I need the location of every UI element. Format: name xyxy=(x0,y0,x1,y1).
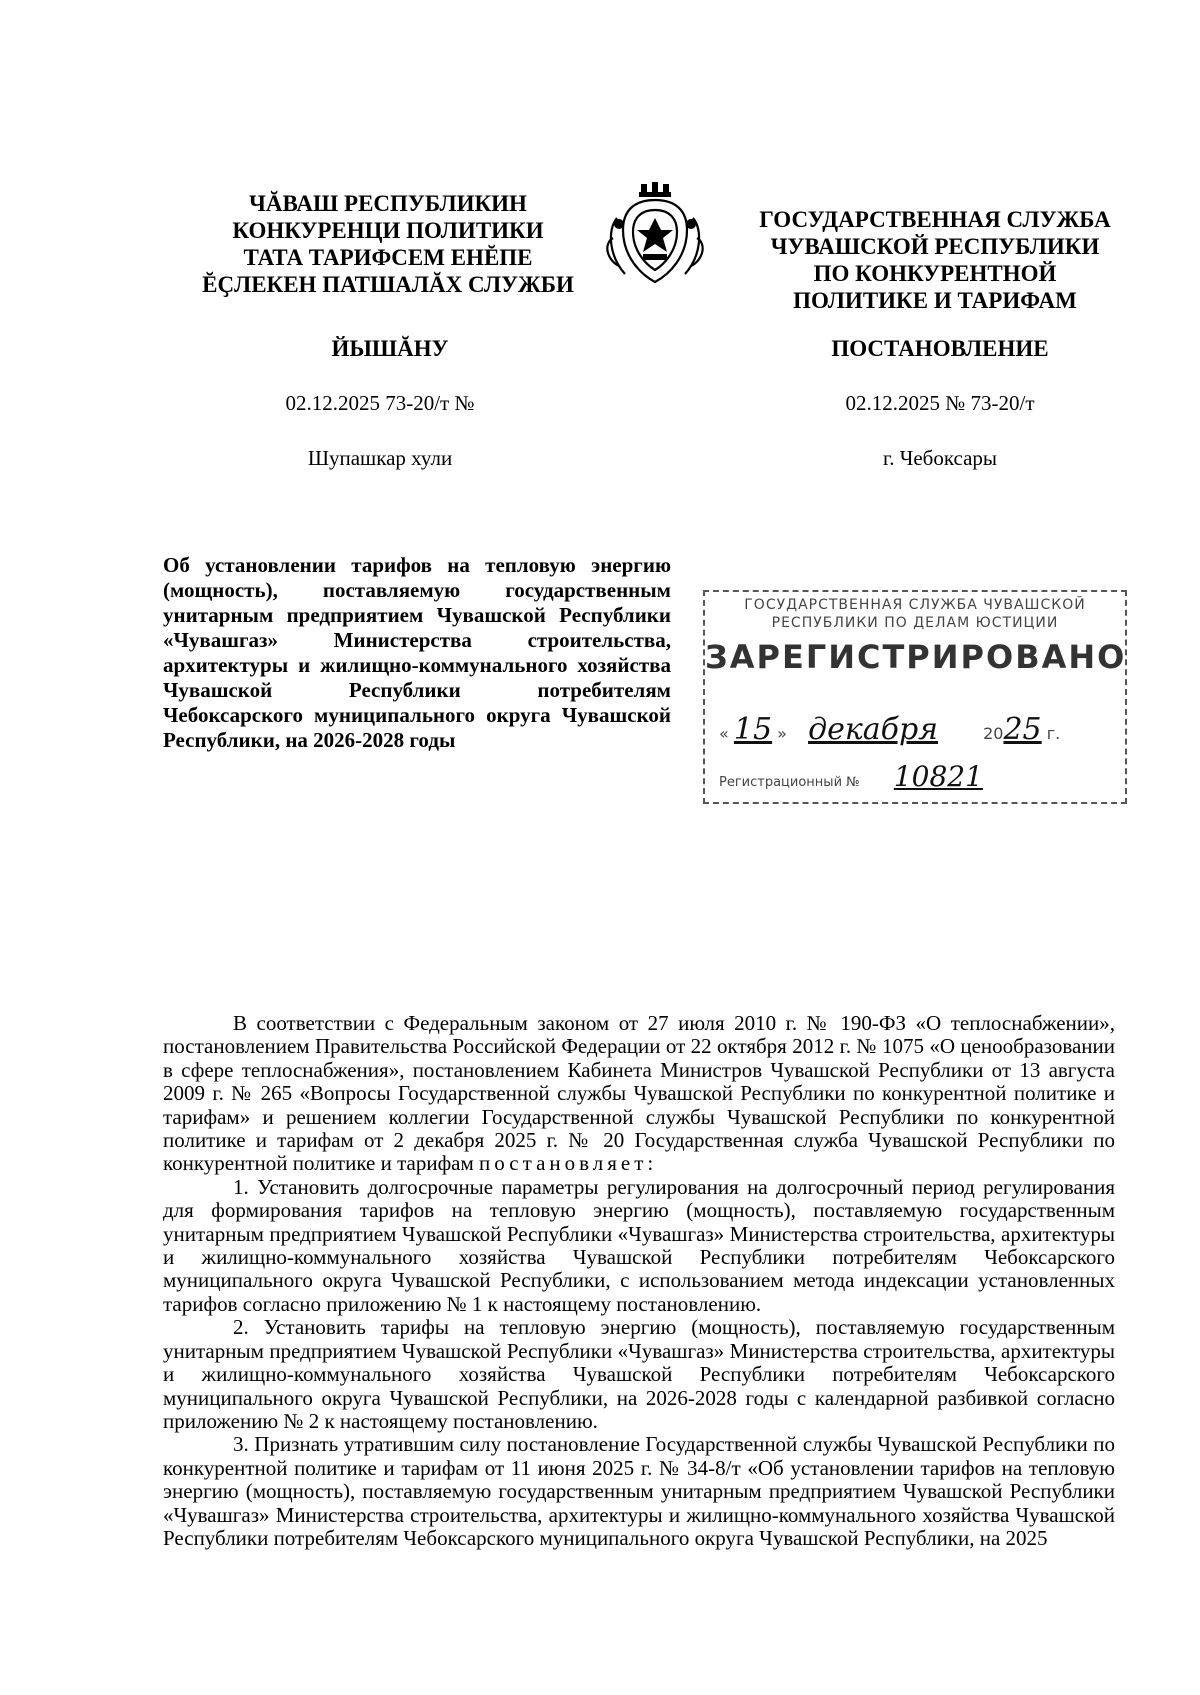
body-item-1: 1. Установить долгосрочные параметры регулирования на долгосрочный период регулирования для формирования тарифов на тепловую энергию (мощность), поставляемую государственным унитарным предприятием Чувашской Республики «Чувашгаз» Министерства строительства, архитектуры и жилищно-коммунального хозяйства Чувашской Республики потребителям Чебоксарского муниципального округа Чувашской Республики, с использованием метода индексации установленных тарифов согласно приложению № 1 к настоящему постановлению. xyxy=(163,1174,1115,1316)
doc-city-left: Шупашкар хули xyxy=(307,446,453,470)
stamp-year-prefix: 20 xyxy=(983,724,1004,743)
registration-stamp xyxy=(703,590,1127,804)
doc-city-right: г. Чебоксары xyxy=(882,446,998,470)
body-item-3: 3. Признать утратившим силу постановление Государственной службы Чувашской Республики по конкурентной политике и тарифам от 11 июня 2025 г. № 34-8/т «Об установлении тарифов на тепловую энергию (мощность), поставляемую государственным унитарным предприятием Чувашской Республики «Чувашгаз» Министерства строительства, архитектуры и жилищно-коммунального хозяйства Чувашской Республики потребителям Чебоксарского муниципального округа Чувашской Республики, на 2025 xyxy=(163,1432,1115,1550)
chuvash-coat-of-arms-icon xyxy=(595,178,715,298)
stamp-month: декабря xyxy=(808,712,939,747)
stamp-day: 15 xyxy=(733,712,773,747)
stamp-date xyxy=(719,712,1119,747)
body-intro-text: В соответствии с Федеральным законом от 27 июля 2010 г. № 190-ФЗ «О теплоснабжении», постановлением Правительства Российской Федерации от 22 октября 2012 г. № 1075 «О ценообразовании в сфере теплоснабжения», постановлением Кабинета Министров Чувашской Республики от 13 августа 2009 г. № 265 «Вопросы Государственной службы Чувашской Республики по конкурентной политике и тарифам» и решением коллегии Государственной службы Чувашской Республики по конкурентной политике и тарифам от 2 декабря 2025 г. № 20 Государственная служба Чувашской Республики по конкурентной политике и тарифам xyxy=(163,1011,1115,1176)
header-left-line: ĔҪЛЕКЕН ПАТШАЛĂХ СЛУЖБИ xyxy=(202,272,574,297)
body-intro xyxy=(163,1012,1115,1176)
header-left-org xyxy=(178,190,598,298)
stamp-org xyxy=(705,596,1125,632)
stamp-org-line: ГОСУДАРСТВЕННАЯ СЛУЖБА ЧУВАШСКОЙ xyxy=(744,597,1086,613)
stamp-org-line: РЕСПУБЛИКИ ПО ДЕЛАМ ЮСТИЦИИ xyxy=(771,615,1059,631)
stamp-reg-line xyxy=(719,760,1119,793)
header-right-line: ПОЛИТИКЕ И ТАРИФАМ xyxy=(793,288,1077,313)
stamp-status: ЗАРЕГИСТРИРОВАНО xyxy=(705,638,1127,676)
stamp-year-suffix: 25 xyxy=(1003,712,1042,747)
doc-number-left: 02.12.2025 73-20/т № xyxy=(285,391,475,415)
stamp-quote-close: » xyxy=(777,724,787,743)
document-title: Об установлении тарифов на тепловую энергию (мощность), поставляемую государственным унитарным предприятием Чувашской Республики «Чувашгаз» Министерства строительства, архитектуры и жилищно-коммунального хозяйства Чувашской Республики потребителям Чебоксарского муниципального округа Чувашской Республики, на 2026-2028 годы xyxy=(163,553,671,752)
doc-number-right: 02.12.2025 № 73-20/т xyxy=(845,391,1035,415)
header-right-line: ЧУВАШСКОЙ РЕСПУБЛИКИ xyxy=(770,234,1100,259)
decree-word: постановляет: xyxy=(479,1151,658,1176)
doc-type-right: ПОСТАНОВЛЕНИЕ xyxy=(831,336,1049,361)
header-right-line: ГОСУДАРСТВЕННАЯ СЛУЖБА xyxy=(759,207,1111,232)
header-right-org xyxy=(745,206,1125,314)
document-body xyxy=(163,1012,1115,1550)
doc-type-left: ЙЫШĂНУ xyxy=(331,336,449,361)
stamp-quote-open: « xyxy=(719,724,729,743)
header-left-line: КОНКУРЕНЦИ ПОЛИТИКИ xyxy=(232,218,544,243)
stamp-reg-number: 10821 xyxy=(893,760,983,793)
header-left-line: ЧĂВАШ РЕСПУБЛИКИН xyxy=(249,191,527,216)
body-item-2: 2. Установить тарифы на тепловую энергию (мощность), поставляемую государственным унитарным предприятием Чувашской Республики «Чувашгаз» Министерства строительства, архитектуры и жилищно-коммунального хозяйства Чувашской Республики потребителям Чебоксарского муниципального округа Чувашской Республики, на 2026-2028 годы с календарной разбивкой согласно приложению № 2 к настоящему постановлению. xyxy=(163,1315,1115,1433)
stamp-year-unit: г. xyxy=(1046,724,1061,743)
header-left-line: ТАТА ТАРИФСЕМ ЕНĔПЕ xyxy=(243,245,533,270)
stamp-reg-label: Регистрационный № xyxy=(719,775,860,790)
header-right-line: ПО КОНКУРЕНТНОЙ xyxy=(813,261,1057,286)
